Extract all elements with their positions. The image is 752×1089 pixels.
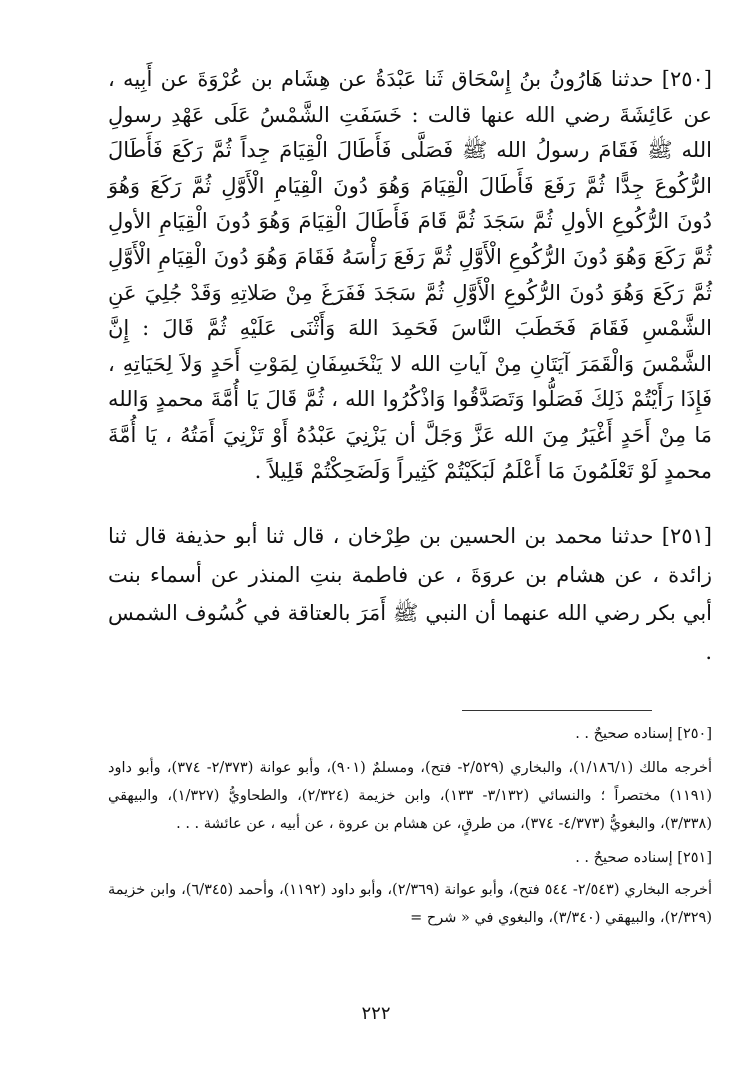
footnote-separator (462, 710, 652, 711)
footnote-251-takhrij: أخرجه البخاري (٢/٥٤٣- ٥٤٤ فتح)، وأبو عوانة (٢/٣٦٩)، وأبو داود (١١٩٢)، وأحمد (٦/٣٤٥)، وابن خزيمة (٢/٣٢٩)، والبيهقي (٣/٣٤٠)، والبغوي في « شرح = (108, 882, 712, 926)
footnotes (108, 720, 712, 932)
footnote-250-grade: [٢٥٠] إسناده صحيحٌ . . (575, 726, 712, 742)
hadith-250-paragraph: [٢٥٠] حدثنا هَارُونُ بنُ إِسْحَاق ثَنا عَبْدَةُ عن هِشَام بن عُرْوَةَ عن أَبِيه ، عن عَائِشَةَ رضي الله عنها قالت : خَسَفَتِ الشَّمْسُ عَلَى عَهْدِ رسولِ الله ﷺ فَقَامَ رسولُ الله ﷺ فَصَلَّى فَأَطَالَ الْقِيَامَ جِداً ثُمَّ رَكَعَ فَأَطَالَ الرُّكُوعَ جِدًّا ثُمَّ رَفَعَ فَأَطَالَ الْقِيَامَ وَهُوَ دُونَ الْقِيَامِ الْأَوَّلِ ثُمَّ رَكَعَ وَهُوَ دُونَ الرُّكُوعِ الأولِ ثُمَّ سَجَدَ ثُمَّ قَامَ فَأَطَالَ الْقِيَامَ وَهُوَ دُونَ الْقِيَامِ الأولِ ثُمَّ رَكَعَ وَهُوَ دُونَ الرُّكُوعِ الْأَوَّلِ ثُمَّ رَفَعَ رَأْسَهُ فَقَامَ وَهُوَ دُونَ الْقِيَامِ الْأَوَّلِ ثُمَّ رَكَعَ وَهُوَ دُونَ الرُّكُوعِ الْأَوَّلِ ثُمَّ سَجَدَ فَفَرَغَ مِنْ صَلاتِهِ وَقَدْ جُلِيَ عَنِ الشَّمْسِ فَقَامَ فَخَطَبَ النَّاسَ فَحَمِدَ اللهَ وَأَثْنَى عَلَيْهِ ثُمَّ قَالَ : إِنَّ الشَّمْسَ وَالْقَمَرَ آيَتَانِ مِنْ آياتِ الله لا يَنْخَسِفَانِ لِمَوْتِ أَحَدٍ وَلاَ لِحَيَاتِهِ ، فَإِذَا رَأَيْتُمْ ذَلِكَ فَصَلُّوا وَتَصَدَّقُوا وَاذْكُرُوا الله ، ثُمَّ قَالَ يَا أُمَّةَ محمدٍ وَالله مَا مِنْ أَحَدٍ أَغْيَرُ مِنَ الله عَزَّ وَجَلَّ أن يَزْنِيَ عَبْدُهُ أَوْ تَزْنِيَ أَمَتُهُ ، يَا أُمَّةَ محمدٍ لَوْ تَعْلَمُونَ مَا أَعْلَمُ لَبَكَيْتُمْ كَثِيراً وَلَضَحِكْتُمْ قَلِيلاً . (108, 67, 712, 483)
hadith-251-paragraph: [٢٥١] حدثنا محمد بن الحسين بن طِرْخان ، قال ثنا أبو حذيفة قال ثنا زائدة ، عن هشام بن عروَةَ ، عن فاطمة بنتِ المنذر عن أسماء بنت أبي بكر رضي الله عنهما أن النبي ﷺ أَمَرَ بالعتاقة في كُسُوف الشمس . (108, 524, 712, 664)
footnote-250-takhrij: أخرجه مالك (١/١٨٦/١)، والبخاري (٢/٥٢٩- فتح)، ومسلمٌ (٩٠١)، وأبو عوانة (٢/٣٧٣- ٣٧٤)، وأبو داود (١١٩١) مختصراً ؛ والنسائي (٣/١٣٢- ١٣٣)، وابن خزيمة (٢/٣٢٤)، والطحاويُّ (١/٣٢٧)، والبيهقي (٣/٣٣٨)، والبغويُّ (٤/٣٧٣- ٣٧٤)، من طرقٍ، عن هشام بن عروة ، عن أبيه ، عن عائشة . . . (108, 760, 713, 832)
footnote-251-grade: [٢٥١] إسناده صحيحٌ . . (575, 850, 712, 866)
main-text (108, 62, 712, 671)
page-number: ٢٢٢ (361, 1003, 391, 1024)
